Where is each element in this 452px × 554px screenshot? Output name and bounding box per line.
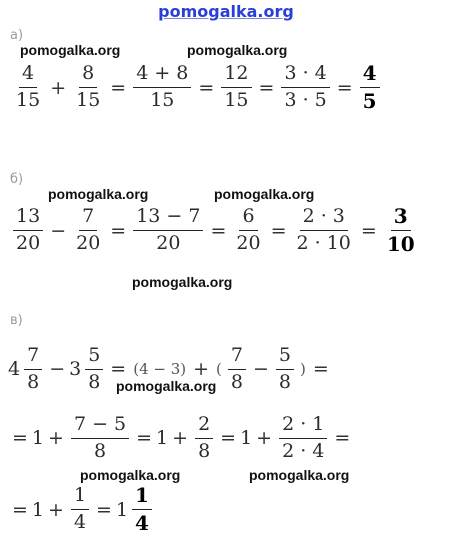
watermark: pomogalka.org xyxy=(132,274,233,290)
equation-v-line3 xyxy=(8,484,155,535)
minus-sign: − xyxy=(49,358,66,381)
watermark: pomogalka.org xyxy=(48,186,149,202)
fraction: $\frac{7}{8}$ xyxy=(24,345,42,394)
equals-sign: = xyxy=(258,76,275,99)
section-label-a: а) xyxy=(10,28,24,43)
fraction: $\frac{4 + 8}{15}$ xyxy=(133,63,191,112)
mixed-number: 3 $\frac{5}{8}$ xyxy=(69,345,106,394)
result-fraction: $\frac{4}{5}$ xyxy=(360,62,380,113)
fraction: $\frac{8}{15}$ xyxy=(76,62,101,111)
equals-sign: = xyxy=(270,219,287,242)
fraction: $\frac{3 \cdot 4}{3 \cdot 5}$ xyxy=(281,63,329,112)
number: 1 xyxy=(156,427,169,450)
section-label-v: в) xyxy=(10,313,23,328)
watermark: pomogalka.org xyxy=(20,42,121,58)
fraction: $\frac{7}{20}$ xyxy=(76,205,101,254)
number: 1 xyxy=(31,427,45,450)
whole-parts-group: (4 − 3) xyxy=(133,360,187,379)
section-label-b: б) xyxy=(10,172,24,187)
result-fraction: $\frac{3}{10}$ xyxy=(386,204,415,256)
equation-a xyxy=(10,62,383,113)
fraction: $\frac{1}{4}$ xyxy=(71,485,89,534)
fraction: $\frac{7}{8}$ xyxy=(228,345,246,394)
equals-sign: = xyxy=(336,76,353,99)
fraction: $\frac{7 - 5}{8}$ xyxy=(71,414,129,463)
result-fraction: $\frac{1}{4}$ xyxy=(132,484,152,535)
number: 1 xyxy=(240,427,253,450)
fraction: $\frac{2 \cdot 3}{2 \cdot 10}$ xyxy=(296,205,351,254)
equals-sign: = xyxy=(198,76,215,99)
fraction: $\frac{5}{8}$ xyxy=(276,345,294,394)
plus-sign: + xyxy=(193,358,210,381)
mixed-number: 4 $\frac{7}{8}$ xyxy=(8,345,45,394)
fraction: $\frac{6}{20}$ xyxy=(236,205,261,254)
watermark: pomogalka.org xyxy=(116,378,217,394)
equals-sign: = xyxy=(334,427,351,450)
fraction: $\frac{2}{8}$ xyxy=(195,414,213,463)
equation-v-line2 xyxy=(8,414,354,463)
equation-b xyxy=(10,205,421,256)
watermark: pomogalka.org xyxy=(214,186,315,202)
plus-sign: + xyxy=(256,427,273,450)
watermark: pomogalka.org xyxy=(249,467,350,483)
watermark: pomogalka.org xyxy=(187,42,288,58)
equals-sign: = xyxy=(136,427,153,450)
fraction: $\frac{13}{20}$ xyxy=(13,206,43,255)
equals-sign: = xyxy=(360,219,377,242)
equals-sign: = xyxy=(210,219,227,242)
close-paren: ) xyxy=(300,360,306,379)
equals-sign: = xyxy=(220,427,237,450)
result-mixed-number: 1 $\frac{1}{4}$ xyxy=(116,484,155,535)
minus-sign: − xyxy=(50,219,67,242)
equals-sign: = xyxy=(110,358,127,381)
watermark: pomogalka.org xyxy=(80,467,181,483)
plus-sign: + xyxy=(50,76,67,99)
open-paren: ( xyxy=(216,360,222,379)
equals-sign: = xyxy=(312,358,329,381)
fraction: $\frac{12}{15}$ xyxy=(221,63,251,112)
fraction: $\frac{13 - 7}{20}$ xyxy=(133,206,203,255)
number: 1 xyxy=(31,498,45,521)
equation-v-line1 xyxy=(8,345,333,394)
equals-sign: = xyxy=(110,219,127,242)
minus-sign: − xyxy=(253,358,269,381)
plus-sign: + xyxy=(48,498,64,521)
equals-sign: = xyxy=(12,498,28,521)
fraction: $\frac{4}{15}$ xyxy=(16,62,41,111)
equals-sign: = xyxy=(110,76,127,99)
fraction: $\frac{2 \cdot 1}{2 \cdot 4}$ xyxy=(279,414,327,463)
equals-sign: = xyxy=(96,498,112,521)
fraction: $\frac{5}{8}$ xyxy=(85,345,103,394)
site-title-link[interactable]: pomogalka.org xyxy=(158,2,294,21)
plus-sign: + xyxy=(48,427,64,450)
equals-sign: = xyxy=(12,427,28,450)
plus-sign: + xyxy=(172,427,189,450)
